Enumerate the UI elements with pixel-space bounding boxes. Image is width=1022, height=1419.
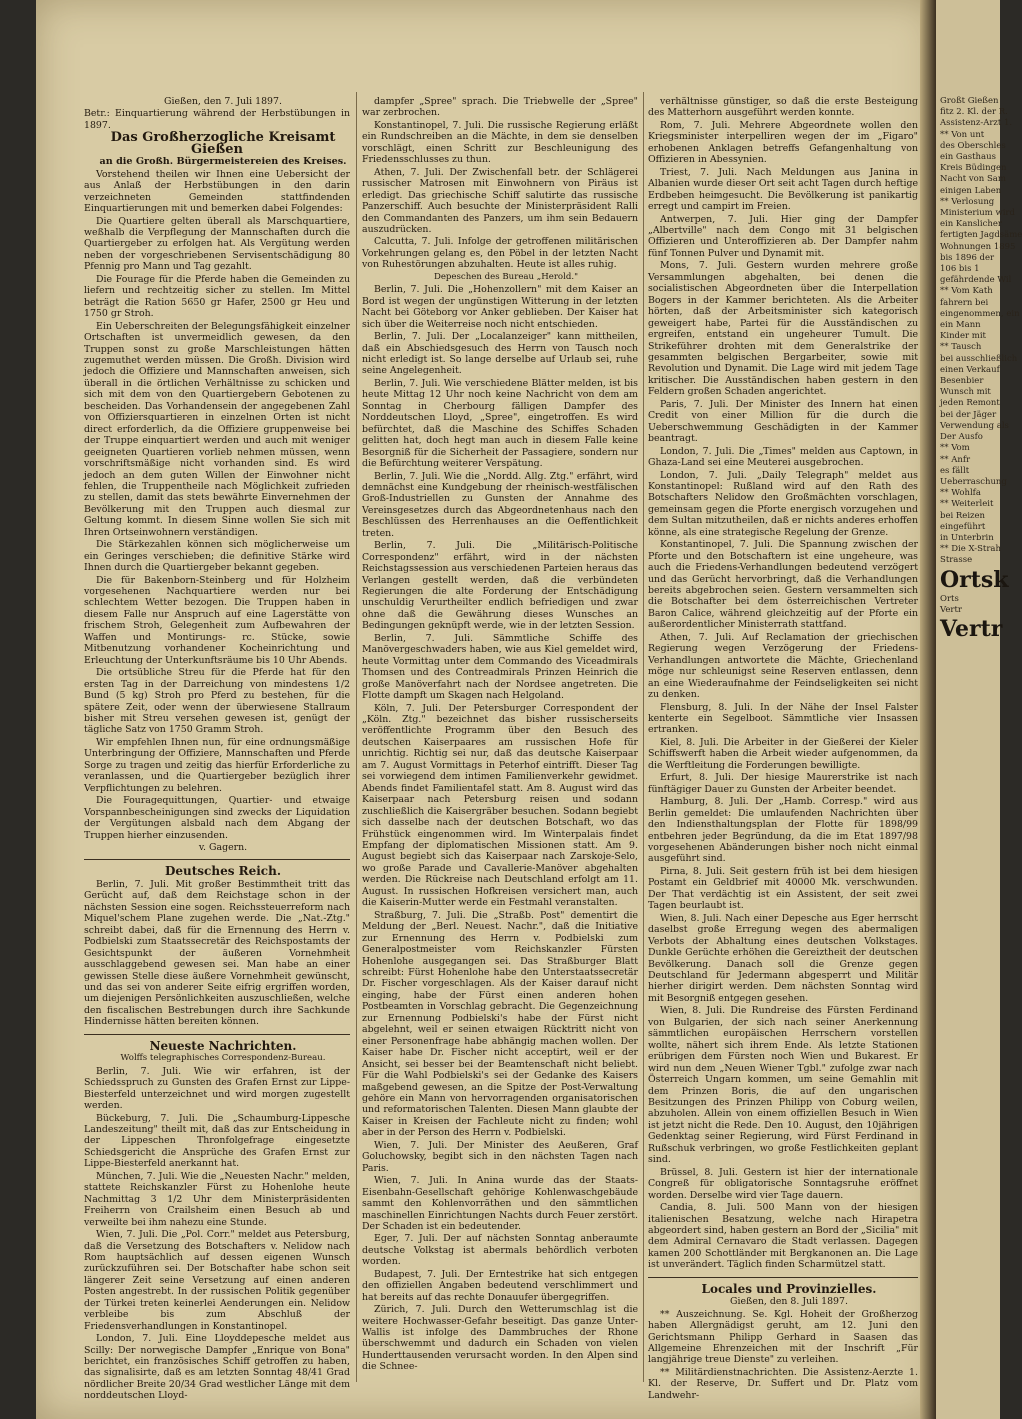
news-item: Athen, 7. Juli. Der Zwischenfall betr. der Schlägerei russischer Matrosen mit Einwohnern von Piräus ist erledigt. Das griechische Schiff salutirte das russische Panzerschiff. Auch besuchte der Ministerpräsident Ralli den Commandanten des Panzers, um ihm sein Bedauern auszudrücken. — [362, 166, 638, 235]
strip-line: ** Vom Kath — [940, 286, 993, 297]
news-item: dampfer „Spree" sprach. Die Triebwelle der „Spree" war zerbrochen. — [362, 96, 638, 119]
news-item: Budapest, 7. Juli. Der Erntestrike hat sich entgegen den offiziellen Angaben bedeutend verschlimmert und hat bereits auf das rechte Donauufer übergegriffen. — [362, 1268, 638, 1303]
news-item: Candia, 8. Juli. 500 Mann von der hiesigen italienischen Besatzung, welche nach Hirapetra abgeordert sind, haben gestern an Bord der „Sicilia" mit dem Admiral Cernavaro die Stadt verlassen. Dagegen kamen 200 Schottländer mit Bergkanonen an. Die Lage ist unverändert. Täglich finden Scharmützel statt. — [648, 1202, 918, 1271]
column-rule — [356, 92, 357, 1382]
news-item: Wien, 8. Juli. Die Rundreise des Fürsten Ferdinand von Bulgarien, der sich nach seiner Anerkennung sämmtlichen europäischen Herrschern vorstellen wollte, nähert sich ihrem Ende. Als letzte Stationen erübrigen dem Fürsten noch Wien und Bukarest. Er wird nun dem „Neuen Wiener Tgbl." zufolge zwar nach Österreich Ungarn kommen, um seine Gemahlin mit dem Prinzen Boris, die auf den ungarischen Besitzungen des Prinzen Philipp von Coburg weilen, abzuholen. Allein von einem offiziellen Besuch in Wien ist jetzt nicht die Rede. Den 10. August, den 10jährigen Gedenktag seiner Regierung, wird Fürst Ferdinand in Rußschuk verbringen, wo große Festlichkeiten geplant sind. — [648, 1005, 918, 1166]
strip-line: Wunsch mit — [940, 387, 991, 398]
binding-gutter — [920, 0, 936, 1419]
reich-news — [84, 879, 350, 1028]
strip-line: eingeführt — [940, 521, 986, 532]
notice-body — [84, 169, 350, 841]
news-item: Wien, 7. Juli. In Anina wurde das der Staats-Eisenbahn-Gesellschaft gehörige Kohlenwaschgebäude sammt den Kohlenvorräthen und den sämmtlichen maschinellen Einrichtungen Nachts durch Feuer zerstört. Der Schaden ist ein bedeutender. — [362, 1175, 638, 1232]
strip-line: gefährdende Wil — [940, 275, 1012, 286]
strip-line: Besenbier — [940, 376, 984, 387]
strip-line: Ministerium wird — [940, 208, 1015, 219]
news-item: ** Auszeichnung. Se. Kgl. Hoheit der Großherzog haben Allergnädigst geruht, am 12. Juni den Gerichtsmann Philipp Gerhard in Saasen das Allgemeine Ehrenzeichen mit der Inschrift „Für langjährige treue Dienste" zu verleihen. — [648, 1308, 918, 1366]
paragraph: Die für Bakenborn-Steinberg und für Holzheim vorgesehenen Nachquartiere werden nur bei schlechtem Wetter bezogen. Die Truppen haben in diesem Falle nur Anspruch auf eine Lagerstätte von frischem Stroh, Gelegenheit zum Aufbewahren der Waffen und Montirungs- rc. Stücke, sowie Mitbenutzung vorhandener Kocheinrichtung und Erleuchtung der Unterkunftsräume bis 10 Uhr Abends. — [84, 574, 350, 666]
herold-news — [362, 284, 638, 1373]
strip-line: Großt Gießen — [940, 96, 999, 106]
strip-line: Der Ausfo — [940, 432, 983, 443]
strip-line: Orts — [940, 593, 959, 604]
news-item: verhältnisse günstiger, so daß die erste Besteigung des Matterhorn ausgeführt werden konnte. — [648, 96, 918, 119]
strip-line: jeden Remont — [940, 398, 1000, 409]
news-item: Berlin, 7. Juli. Wie die „Nordd. Allg. Ztg." erfährt, wird demnächst eine Kundgebung der rheinisch-westfälischen Groß-Industriellen zu Gunsten der Annahme des Vereinsgesetzes durch das Abgeordnetenhaus nach den Beschlüssen des Herrenhauses an die Oeffentlichkeit treten. — [362, 470, 638, 539]
strip-line: Wohnungen 1895 — [940, 241, 1016, 252]
paragraph: Wir empfehlen Ihnen nun, für eine ordnungsmäßige Unterbringung der Offiziere, Mannschaften und Pferde Sorge zu tragen und zeitig das hierfür Erforderliche zu veranlassen, und die Quartiergeber bezüglich ihrer Verpflichtungen zu belehren. — [84, 736, 350, 794]
divider — [84, 1034, 350, 1035]
column-3 — [648, 96, 918, 1402]
subject-line: Betr.: Einquartierung während der Herbstübungen in 1897. — [84, 108, 350, 131]
strip-line: Verwendung als — [940, 420, 1009, 431]
section-heading: Neueste Nachrichten. — [149, 1038, 297, 1053]
paragraph: Die Quartiere gelten überall als Marschquartiere, weßhalb die Verpflegung der Mannschaften durch die Quartiergeber zu erfolgen hat. Als Vergütung werden neben der vorgeschriebenen Servisentschädigung 80 Pfennig pro Mann und Tag gezahlt. — [84, 215, 350, 273]
strip-line: ** Wohlfa — [940, 488, 981, 499]
news-item: Mons, 7. Juli. Gestern wurden mehrere große Versammlungen abgehalten, bei denen die socialistischen Abgeordneten über die Interpellation Bogers in der Kammer berichteten. Als die Arbeiter hörten, daß der Arbeitsminister sich kategorisch geweigert habe, Partei für die Ausständischen zu ergreifen, entstand ein ungeheurer Tumult. Die Strikeführer drohten mit dem Generalstrike der gesammten belgischen Bergarbeiter, sowie mit Revolution und Dynamit. Die Lage wird mit jedem Tage kritischer. Die Ausständischen haben gestern in den Feldern großen Schaden angerichtet. — [648, 260, 918, 398]
adjacent-page-text — [936, 0, 1022, 643]
news-item: Paris, 7. Juli. Der Minister des Innern hat einen Credit von einer Million für die durch die Ueberschwemmung Geschädigten in der Kammer beantragt. — [648, 398, 918, 445]
news-item: Berlin, 7. Juli. Die „Militärisch-Politische Correspondenz" erfährt, wird in der nächsten Reichstagssession aus verschiedenen Parteien heraus das Verlangen gestellt werden, daß die verbündeten Regierungen die alte Forderung der Entschädigung unschuldig Verurtheilter endlich befriedigen und zwar ohne daß die Gewährung dieses Wunsches an Bedingungen geknüpft werde, wie in der letzten Session. — [362, 540, 638, 632]
strip-line: ** Verlosung — [940, 196, 995, 207]
news-item: Berlin, 7. Juli. Die „Hohenzollern" mit dem Kaiser an Bord ist wegen der ungünstigen Witterung in der letzten Nacht bei Göteborg vor Anker geblieben. Der Kaiser hat sich über die Weiterreise noch nicht entschieden. — [362, 284, 638, 330]
strip-line: ** Die X-Strah — [940, 544, 1001, 555]
news-item: London, 7. Juli. Die „Times" melden aus Captown, in Ghaza-Land sei eine Meuterei ausgebrochen. — [648, 445, 918, 469]
strip-heading: Ortsk — [940, 566, 1009, 593]
strip-line: Kreis Büdingen — [940, 163, 1007, 174]
news-item: Wien, 7. Juli. Die „Pol. Corr." meldet aus Petersburg, daß die Versetzung des Botschafters v. Nelidow nach Rom hauptsächlich auf dessen eigenen Wunsch zurückzuführen sei. Der Botschafter habe schon seit längerer Zeit seine Versetzung auf einen anderen Posten angestrebt. In der russischen Politik gegenüber der Türkei treten keinerlei Aenderungen ein. Nelidow verbleibe bis zum Abschluß der Friedensverhandlungen in Konstantinopel. — [84, 1229, 350, 1332]
strip-line: bis 1896 der — [940, 252, 995, 263]
news-item: München, 7. Juli. Wie die „Neuesten Nachr." melden, stattete Reichskanzler Fürst zu Hohenlohe heute Nachmittag 3 1/2 Uhr dem Ministerpräsidenten Freiherrn von Crailsheim einen Besuch ab und verweilte bei ihm nahezu eine Stunde. — [84, 1170, 350, 1228]
news-item: Konstantinopel, 7. Juli. Die russische Regierung erläßt ein Rundschreiben an die Mächte, in dem sie denselben vorschlägt, einen Schritt zur Beschleunigung des Friedensschlusses zu thun. — [362, 119, 638, 166]
strip-line: fitz 2. Kl. der R. — [940, 107, 1008, 118]
news-item: Brüssel, 8. Juli. Gestern ist hier der internationale Congreß für obligatorische Sonntagsruhe eröffnet worden. Derselbe wird vier Tage dauern. — [648, 1166, 918, 1201]
strip-line: Vertr — [940, 604, 962, 615]
strip-line: bei der Jäger — [940, 409, 997, 420]
paragraph: Ein Ueberschreiten der Belegungsfähigkeit einzelner Ortschaften ist unvermeidlich gewesen, da den Truppen sonst zu große Marschleistungen hätten zugemuthet werden müssen. Die Großh. Division wird jedoch die Offiziere und Mannschaften anweisen, sich überall in die örtlichen Verhältnisse zu schicken und sich mit dem von den Quartiergebern Gebotenen zu bescheiden. Das Vorhandensein der angegebenen Zahl von Offiziersquartieren in einzelnen Orten ist nicht direct erforderlich, da die Offiziere gruppenweise bei der Truppe einquartiert werden und auch mit weniger geeigneten Quartieren vorlieb nehmen müssen, wenn vorschriftsmäßige nicht vorhanden sind. Es wird jedoch an dem guten Willen der Einwohner nicht fehlen, die Truppentheile nach Möglichkeit zufrieden zu stellen, damit das stets bewährte Einvernehmen der Bevölkerung mit den Truppen auch diesmal zur Geltung kommt. In diesem Sinne wollen Sie sich mit Ihren Ortseinwohnern verständigen. — [84, 320, 350, 538]
strip-line: ** Weiterleit — [940, 499, 994, 510]
section-heading: Deutsches Reich. — [164, 864, 282, 879]
news-item: Kiel, 8. Juli. Die Arbeiter in der Gießerei der Kieler Schiffswerft haben die Arbeit wieder aufgenommen, da die Werftleitung die Forderungen bewilligte. — [648, 736, 918, 771]
column-rule — [643, 92, 644, 1382]
divider — [84, 859, 350, 860]
news-item: Wien, 8. Juli. Nach einer Depesche aus Eger herrscht daselbst große Erregung wegen des abermaligen Verbots der Abhaltung eines deutschen Volkstages. Dunkle Gerüchte erhöhen die Gereiztheit der deutschen Bevölkerung. Danach soll die Grenze gegen Deutschland für Jedermann abgesperrt und Militär hierher dirigirt werden. Dem nächsten Sonntag wird mit Besorgniß entgegen gesehen. — [648, 912, 918, 1004]
news-item: Straßburg, 7. Juli. Die „Straßb. Post" dementirt die Meldung der „Berl. Neuest. Nachr.", daß die Initiative zur Ernennung des Herrn v. Podbielski zum Generalpostmeister vom Reichskanzler Fürsten Hohenlohe ausgegangen sei. Das Straßburger Blatt schreibt: Fürst Hohenlohe habe den Unterstaatssecretär Dr. Fischer vorgeschlagen. Als der Kaiser darauf nicht einging, habe der Fürst einen anderen hohen Postbeamten in Vorschlag gebracht. Die Gegenzeichnung zur Ernennung Podbielski's habe der Fürst nicht abgelehnt, weil er seinen etwaigen Rücktritt nicht von einer Personenfrage habe abhängig machen wollen. Der Kaiser habe Dr. Fischer nicht acceptirt, weil er der Ansicht, sei besser bei der Beamtenschaft nicht beliebt. Für die Wahl Podbielski's sei der Gedanke des Kaisers maßgebend gewesen, an die Spitze der Post-Verwaltung gehöre ein Mann von hervorragenden organisatorischen und reformatorischen Talenten. Diesen Mann glaubte der Kaiser in Kreisen der Fachleute nicht zu finden; wohl aber in der Person des Herrn v. Podbielski. — [362, 909, 638, 1139]
news-item: Zürich, 7. Juli. Durch den Wetterumschlag ist die weitere Hochwasser-Gefahr beseitigt. Das ganze Unter-Wallis ist infolge des Dammbruches der Rhone überschwemmt und dadurch ein Schaden von vielen Hunderttausenden verursacht worden. In den Alpen sind die Schnee- — [362, 1304, 638, 1373]
strip-line: in Unterbrin — [940, 532, 994, 543]
paragraph: Die Fouragequittungen, Quartier- und etwaige Vorspannbescheinigungen sind zwecks der Liquidation der Vergütungen alsbald nach dem Abgang der Truppen hierher einzusenden. — [84, 795, 350, 841]
strip-heading: Vertr — [940, 616, 1003, 643]
column-1 — [84, 96, 350, 1403]
strip-line: Ueberraschung — [940, 476, 1007, 487]
news-item: Berlin, 7. Juli. Sämmtliche Schiffe des Manövergeschwaders haben, wie aus Kiel gemeldet wird, heute Vormittag unter dem Commando des Viceadmirals Thomsen und des Contreadmirals Prinzen Heinrich die große Manöverfahrt nach der Nordsee angetreten. Die Flotte dampft um Skagen nach Helgoland. — [362, 632, 638, 702]
local-news — [648, 1309, 918, 1402]
bureau-label: Depeschen des Bureau „Herold." — [433, 271, 579, 282]
strip-line: eingenommen, ein — [940, 308, 1020, 319]
paragraph: Die ortsübliche Streu für die Pferde hat für den ersten Tag in der Darreichung von mindestens 1/2 Bund (5 kg) Stroh pro Pferd zu bestehen, für die spätere Zeit, oder wenn der überwiesene Stallraum bisher mit Streu versehen gewesen ist, genügt der tägliche Satz von 1750 Gramm Stroh. — [84, 667, 350, 736]
news-item: Pirna, 8. Juli. Seit gestern früh ist bei dem hiesigen Postamt ein Geldbrief mit 40000 Mk. verschwunden. Der That verdächtig ist ein Assistent, der seit zwei Tagen beurlaubt ist. — [648, 865, 918, 912]
bureau-label: Wolffs telegraphisches Correspondenz-Bureau. — [120, 1053, 326, 1064]
strip-line: es fällt — [940, 465, 970, 476]
news-item: Calcutta, 7. Juli. Infolge der getroffenen militärischen Vorkehrungen gelang es, den Pöbel in der letzten Nacht von Ruhestörungen abzuhalten. Heute ist alles ruhig. — [362, 236, 638, 271]
strip-line: Nacht von Sam — [940, 174, 1006, 185]
strip-line: ** Tausch — [940, 342, 982, 353]
news-item: Bückeburg, 7. Juli. Die „Schaumburg-Lippesche Landeszeitung" theilt mit, daß das zur Entscheidung in der Lippeschen Thronfolgefrage eingesetzte Schiedsgericht die Ansprüche des Grafen Ernst zur Lippe-Biesterfeld anerkannt hat. — [84, 1112, 350, 1170]
news-item: Rom, 7. Juli. Mehrere Abgeordnete wollen den Kriegsminister interpelliren wegen der im „Figaro" erhobenen Anklagen betreffs Gefangenhaltung von Offizieren in Abessynien. — [648, 119, 918, 166]
strip-line: bei Reizen — [940, 510, 986, 521]
adjacent-page-strip — [936, 0, 1022, 1419]
news-item: ** Militärdienstnachrichten. Die Assistenz-Aerzte 1. Kl. der Reserve, Dr. Suffert und Dr. Platz vom Landwehr- — [648, 1366, 918, 1401]
strip-line: einen Verkauf — [940, 364, 1000, 375]
strip-line: des Oberschles — [940, 140, 1006, 151]
news-items — [362, 96, 638, 271]
section-heading: Locales und Provinzielles. — [701, 1281, 877, 1296]
news-item: London, 7. Juli. „Daily Telegraph" meldet aus Konstantinopel: Rußland wird auf den Rath des Botschafters Nelidow den Großmächten vorschlagen, gemeinsam gegen die Pforte energisch vorzugehen und dem Sultan mitzutheilen, daß er nichts anderes erhoffen könne, als eine strategische Regelung der Grenze. — [648, 469, 918, 538]
strip-line: fahrern bei — [940, 297, 989, 308]
strip-line: bei ausschließlich — [940, 353, 1018, 364]
strip-line: einigen Laben — [940, 185, 1002, 196]
strip-line: ** Anfr — [940, 454, 971, 465]
news-item: Berlin, 7. Juli. Wie verschiedene Blätter melden, ist bis heute Mittag 12 Uhr noch keine Nachricht von dem am Sonntag in Cherbourg fälligen Dampfer des Norddeutschen Lloyd, „Spree", eingetroffen. Es wird befürchtet, daß die Maschine des Schiffes Schaden gelitten hat, doch hegt man auch in diesem Falle keine Besorgniß für die Sicherheit der Passagiere, sondern nur die Befürchtung weiterer Verspätung. — [362, 377, 638, 470]
signature: v. Gagern. — [198, 842, 248, 853]
strip-line: ** Vom — [940, 443, 970, 454]
news-item: Triest, 7. Juli. Nach Meldungen aus Janina in Albanien wurde dieser Ort seit acht Tagen durch heftige Erdbeben heimgesucht. Die Bevölkerung ist panikartig erregt und campirt im Freien. — [648, 166, 918, 213]
strip-line: Assistenz-Arzt 1. — [940, 118, 1013, 129]
news-item: Wien, 7. Juli. Der Minister des Aeußeren, Graf Goluchowsky, begibt sich in den nächsten Tagen nach Paris. — [362, 1139, 638, 1174]
news-item: Berlin, 7. Juli. Mit großer Bestimmtheit tritt das Gerücht auf, daß dem Reichstage schon in der nächsten Session eine sogen. Reichssteuerreform nach Miquel'schem Plane zugehen werde. Die „Nat.-Ztg." schreibt dabei, daß für die Ernennung des Herrn v. Podbielski zum Staatssecretär des Reichspostamts der Gesichtspunkt der äußeren Vornehmheit ausschlaggebend gewesen sei. Man habe an einer gewissen Stelle diese äußere Vornehmheit gewünscht, und das sei von anderer Seite eifrig ergriffen worden, um diejenigen Persönlichkeiten auszuschließen, welche den fiscalischen Bestrebungen durch ihre Sachkunde Hindernisse hätten bereiten können. — [84, 878, 350, 1028]
news-item: Berlin, 7. Juli. Der „Localanzeiger" kann mittheilen, daß ein Abschiedsgesuch des Herrn von Tausch noch nicht erledigt ist. So lange derselbe auf Urlaub sei, ruhe seine Angelegenheit. — [362, 331, 638, 377]
strip-line: ein Gasthaus — [940, 152, 996, 163]
strip-line: ** Von unt — [940, 129, 985, 140]
notice-title: Das Großherzogliche Kreisamt Gießen — [110, 130, 336, 157]
news-item: Eger, 7. Juli. Der auf nächsten Sonntag anberaumte deutsche Volkstag ist abermals behördlich verboten worden. — [362, 1233, 638, 1268]
news-item: Berlin, 7. Juli. Wie wir erfahren, ist der Schiedsspruch zu Gunsten des Grafen Ernst zur Lippe-Biesterfeld unterzeichnet und wird morgen zugestellt werden. — [84, 1065, 350, 1112]
news-item: London, 7. Juli. Eine Lloyddepesche meldet aus Scilly: Der norwegische Dampfer „Enrique von Bona" berichtet, ein französisches Schiff getroffen zu haben, das signalisirte, daß es am letzten Sonntag 48/41 Grad nördlicher Breite 20/34 Grad westlicher Länge mit dem norddeutschen Lloyd- — [84, 1333, 350, 1402]
news-item: Flensburg, 8. Juli. In der Nähe der Insel Falster kenterte ein Segelboot. Sämmtliche vier Insassen ertranken. — [648, 701, 918, 736]
dateline: Gießen, den 8. Juli 1897. — [730, 1296, 848, 1308]
strip-line: 106 bis 1 — [940, 264, 980, 275]
paragraph: Vorstehend theilen wir Ihnen eine Uebersicht der aus Anlaß der Herbstübungen in den darin verzeichneten Gemeinden stattfindenden Einquartierungen mit und bemerken dabei Folgendes: — [84, 168, 350, 215]
strip-line: ein Mann — [940, 320, 981, 331]
news-item: Hamburg, 8. Juli. Der „Hamb. Corresp." wird aus Berlin gemeldet: Die umlaufenden Nachrichten über den Indiensthaltungsplan der Flotte für 1898/99 entbehren jeder Begründung, da die im Etat 1897/98 vorgesehenen Abänderungen bisher noch nicht einmal ausgeführt sind. — [648, 796, 918, 865]
strip-line: Kinder mit — [940, 331, 986, 342]
dateline: Gießen, den 7. Juli 1897. — [164, 96, 282, 107]
news-item: Köln, 7. Juli. Der Petersburger Correspondent der „Köln. Ztg." bezeichnet das bisher russischerseits veröffentlichte Programm über den Besuch des deutschen Kaiserpaares am russischen Hofe für unrichtig. Richtig sei nur, daß das deutsche Kaiserpaar am 7. August Vormittags in Peterhof eintrifft. Dieser Tag sei vorwiegend dem intimen Familienverkehr gewidmet. Abends findet Familientafel statt. Am 8. August wird das Kaiserpaar nach Petersburg reisen und sodann zuschließlich die Kaisergräber besuchen. Sodann begiebt sich dasselbe nach der deutschen Botschaft, wo das Frühstück eingenommen wird. Im Winterpalais findet Empfang der diplomatischen Missionen statt. Am 9. August begiebt sich das Kaiserpaar nach Zarskoje-Selo, wo große Parade und Cavallerie-Manöver abgehalten werden. Die Rückreise nach Deutschland erfolgt am 11. August. In russischen Hofkreisen versichert man, auch die Kaiserin-Mutter werde ein Festmahl veranstalten. — [362, 702, 638, 909]
divider — [648, 1277, 918, 1278]
news-item: Antwerpen, 7. Juli. Hier ging der Dampfer „Albertville" nach dem Congo mit 31 belgischen Offizieren und Unteroffizieren ab. Der Dampfer nahm fünf Tonnen Pulver und Dynamit mit. — [648, 213, 918, 259]
notice-subtitle: an die Großh. Bürgermeistereien des Kreises. — [99, 156, 347, 168]
paragraph: Die Stärkezahlen können sich möglicherweise um ein Geringes verschieben; die definitive Stärke wird Ihnen durch die Quartiergeber bekannt gegeben. — [84, 539, 350, 574]
news-item: Erfurt, 8. Juli. Der hiesige Maurerstrike ist nach fünftägiger Dauer zu Gunsten der Arbeiter beendet. — [648, 772, 918, 795]
strip-line: Strasse — [940, 555, 973, 566]
strip-line: fertigten Jagdsäme — [940, 230, 1022, 241]
news-item: Konstantinopel, 7. Juli. Die Spannung zwischen der Pforte und den Botschaftern ist eine ungeheure, was auch die Friedens-Verhandlungen bedeutend verzögert und das Gerücht hervorbringt, daß die Verhandlungen bereits abgebrochen seien. Gestern versammelten sich die Botschafter bei dem österreichischen Vertreter Baron Calice, während gleichzeitig auf der Pforte ein außerordentlicher Ministerrath stattfand. — [648, 539, 918, 631]
strip-line: ein Kanslicher — [940, 219, 1002, 230]
paragraph: Die Fourage für die Pferde haben die Gemeinden zu liefern und rechtzeitig sicher zu stellen. Im Mittel beträgt die Ration 5650 gr Hafer, 2500 gr Heu und 1750 gr Stroh. — [84, 273, 350, 320]
column-2 — [362, 96, 638, 1374]
news-item: Athen, 7. Juli. Auf Reclamation der griechischen Regierung wegen Verzögerung der Friedens-Verhandlungen antwortete die Mächte, Griechenland möge nur schleunigst seine Reserven entlassen, denn an eine Wiederaufnahme der Feindseligkeiten sei nicht zu denken. — [648, 631, 918, 701]
news-items — [648, 96, 918, 1271]
latest-news — [84, 1066, 350, 1402]
